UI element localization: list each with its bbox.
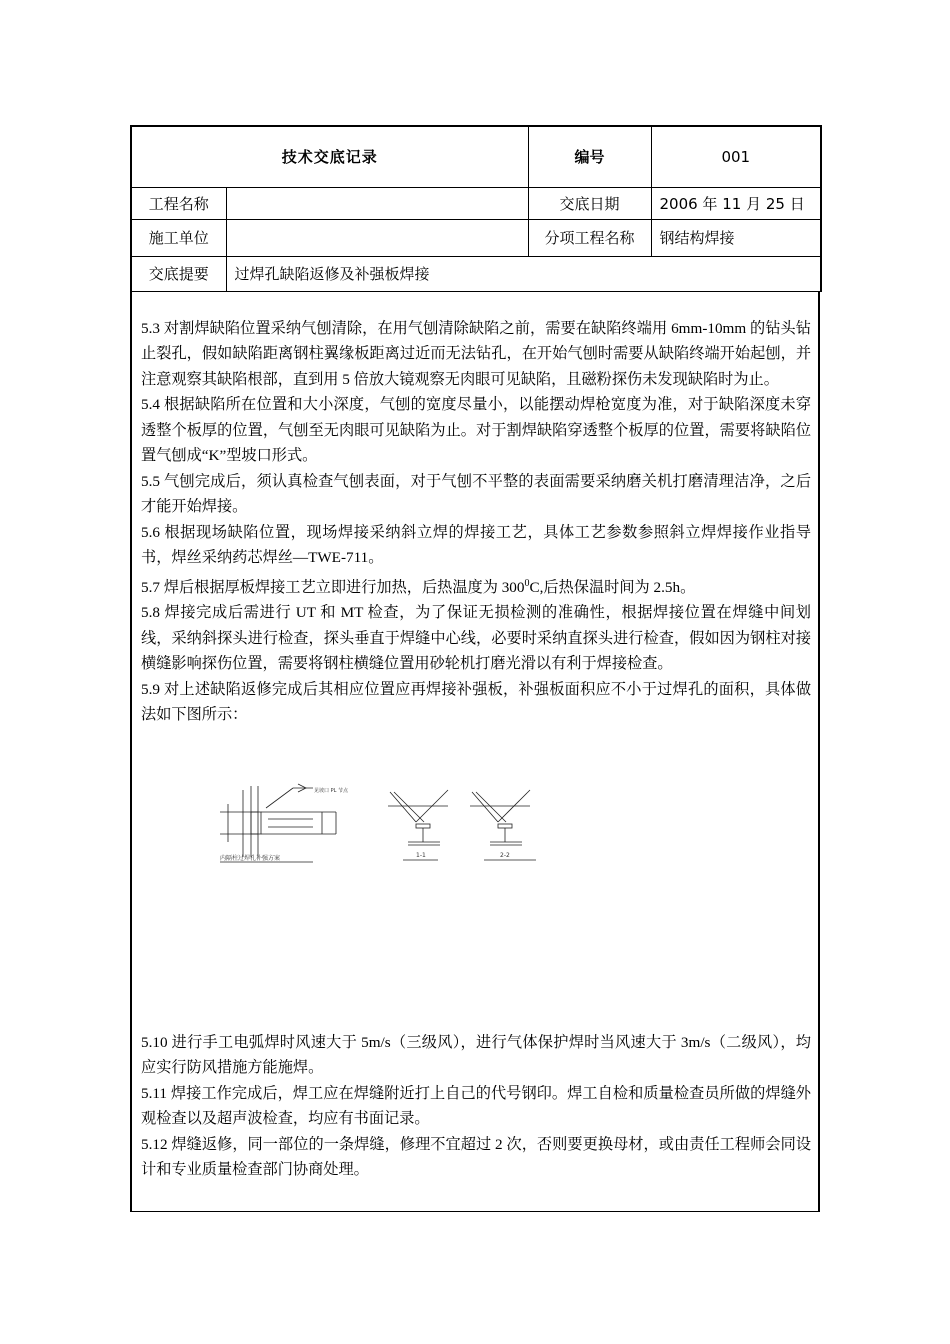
technical-disclosure-form bbox=[130, 125, 820, 1212]
content-lower bbox=[132, 1030, 820, 1183]
paragraph-5-10: 5.10 进行手工电弧焊时风速大于 5m/s（三级风），进行气体保护焊时当风速大于 3m/s（二级风），均应实行防风措施方能施焊。 bbox=[141, 1033, 811, 1076]
paragraph-5-11: 5.11 焊接工作完成后，焊工应在焊缝附近打上自己的代号钢印。焊工自检和质量检查员所做的焊缝外观检查以及超声波检查，均应有书面记录。 bbox=[141, 1084, 811, 1127]
paragraph-5-5: 5.5 气刨完成后，须认真检查气刨表面，对于气刨不平整的表面需要采纳磨关机打磨清理洁净，之后才能开始焊接。 bbox=[141, 472, 811, 515]
paragraph-5-4: 5.4 根据缺陷所在位置和大小深度，气刨的宽度尽量小，以能摆动焊枪宽度为准，对于缺陷深度未穿透整个板厚的位置，气刨至无肉眼可见缺陷为止。对于割焊缺陷穿透整个板厚的位置，需要将缺陷位置气刨成“K”型坡口形式。 bbox=[141, 396, 811, 464]
degree-superscript: 0 bbox=[524, 577, 530, 589]
contractor-label: 施工单位 bbox=[131, 219, 226, 256]
subitem-label: 分项工程名称 bbox=[528, 219, 651, 256]
paragraph-5-12: 5.12 焊缝返修，同一部位的一条焊缝，修理不宜超过 2 次，否则要更换母材，或由责任工程师会同设计和专业质量检查部门协商处理。 bbox=[141, 1135, 811, 1178]
project-name-label: 工程名称 bbox=[131, 187, 226, 219]
section-1-1-label: 1-1 bbox=[416, 851, 426, 859]
disclosure-content bbox=[130, 292, 820, 1212]
paragraph-5-7 bbox=[132, 571, 820, 601]
elevation-view bbox=[220, 784, 336, 857]
summary-label: 交底提要 bbox=[131, 256, 226, 291]
paragraph-5-8: 5.8 焊接完成后需进行 UT 和 MT 检查，为了保证无损检测的准确性，根据焊接位置在焊缝中间划线，采纳斜探头进行检查，探头垂直于焊缝中心线，必要时采纳直探头进行检查，假如因为钢柱对接横缝影响探伤位置，需要将钢柱横缝位置用砂轮机打磨光滑以有利于焊接检查。 bbox=[141, 604, 811, 673]
section-1-1-view bbox=[388, 790, 448, 860]
project-name-value bbox=[226, 187, 528, 219]
date-value: 2006 年 11 月 25 日 bbox=[651, 187, 821, 219]
number-label: 编号 bbox=[528, 126, 651, 187]
date-label: 交底日期 bbox=[528, 187, 651, 219]
form-title: 技术交底记录 bbox=[131, 126, 528, 187]
section-2-2-view bbox=[470, 790, 536, 860]
number-value: 001 bbox=[651, 126, 821, 187]
section-2-2-label: 2-2 bbox=[500, 851, 510, 859]
summary-value: 过焊孔缺陷返修及补强板焊接 bbox=[226, 256, 821, 291]
drawing-caption: 内隔柱过焊孔补强方案 bbox=[220, 854, 281, 862]
paragraph-5-9: 5.9 对上述缺陷返修完成后其相应位置应再焊接补强板，补强板面积应不小于过焊孔的面积，具体做法如下图所示： bbox=[141, 680, 811, 724]
drawing-note: 见坡口 PL 节点 bbox=[314, 787, 348, 794]
paragraph-5-7-text: 5.7 焊后根据厚板焊接工艺立即进行加热，后热温度为 300 bbox=[141, 578, 525, 596]
content-upper bbox=[132, 316, 820, 728]
contractor-value bbox=[226, 219, 528, 256]
reinforcement-plate-drawing bbox=[218, 782, 538, 877]
paragraph-5-6: 5.6 根据现场缺陷位置，现场焊接采纳斜立焊的焊接工艺，具体工艺参数参照斜立焊焊接作业指导书，焊丝采纳药芯焊丝—TWE-711。 bbox=[141, 523, 811, 566]
subitem-value: 钢结构焊接 bbox=[651, 219, 821, 256]
paragraph-5-3: 5.3 对割焊缺陷位置采纳气刨清除，在用气刨清除缺陷之前，需要在缺陷终端用 6mm-10mm 的钻头钻止裂孔，假如缺陷距离钢柱翼缘板距离过近而无法钻孔，在开始气刨时需要从缺陷终端开始起刨，并注意观察其缺陷根部，直到用 5 倍放大镜观察无肉眼可见缺陷，且磁粉探伤未发现缺陷时为止。 bbox=[141, 319, 811, 388]
form-header-table bbox=[130, 125, 822, 292]
paragraph-5-7-text-end: C,后热保温时间为 2.5h。 bbox=[529, 578, 696, 596]
drawing-svg bbox=[218, 782, 538, 877]
